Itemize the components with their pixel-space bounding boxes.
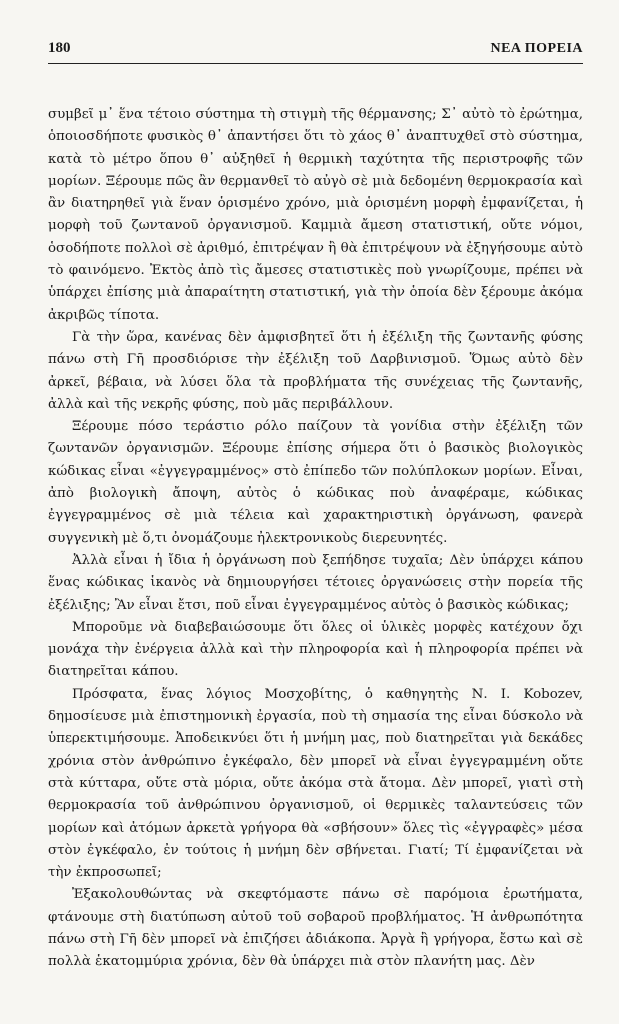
paragraph-1: συμβεῖ μ᾽ ἕνα τέτοιο σύστημα τὴ στιγμὴ τῆς θέρμανσης; Σ᾽ αὐτὸ τὸ ἐρώτημα, ὁποιοσδήποτε φυσικὸς θ᾽ ἀπαντήσει ὅτι τὸ χάος θ᾽ ἀναπτυχθεῖ στὸ σύστημα, κατὰ τὸ μέτρο ὅπου θ᾽ αὐξηθεῖ ἡ θερμικὴ ταχύτητα τῆς περιστροφῆς τῶν μορίων. Ξέρουμε πῶς ἂν θερμανθεῖ τὸ αὐγὸ σὲ μιὰ δεδομένη θερμοκρασία καὶ ἂν διατηρηθεῖ γιὰ ἕναν ὁρισμένο χρόνο, μιὰ ὁρισμένη μορφὴ ἐμφανίζεται, ἡ μορφὴ τοῦ ζωντανοῦ ὀργανισμοῦ. Καμμιὰ ἄμεση στατιστική, οὔτε νόμοι, ὁσοδήποτε πολλοὶ σὲ ἀριθμό, ἐπιτρέψαν ἢ θὰ ἐπιτρέψουν νὰ ἐξηγήσουμε αὐτὸ τὸ φαινόμενο. Ἐκτὸς ἀπὸ τὶς ἄμεσες στατιστικὲς ποὺ γνωρίζουμε, πρέπει νὰ ὑπάρχει ἐπίσης μιὰ ἀπαραίτητη στατιστική, γιὰ τὴν ὁποία δὲν ξέρουμε ἀκόμα ἀκριβῶς τίποτα. [48, 107, 583, 323]
page-number: 180 [48, 40, 71, 56]
running-title: ΝΕΑ ΠΟΡΕΙΑ [490, 41, 583, 56]
page-body [48, 104, 583, 974]
header-rule [48, 63, 583, 64]
paragraph-7: Ἐξακολουθώντας νὰ σκεφτόμαστε πάνω σὲ παρόμοια ἐρωτήματα, φτάνουμε στὴ διατύπωση αὐτοῦ τοῦ σοβαροῦ προβλήματος. Ἡ ἀνθρωπότητα πάνω στὴ Γῆ δὲν μπορεῖ νὰ ἐπιζήσει ἀδιάκοπα. Ἀργὰ ἢ γρήγορα, ἔστω καὶ σὲ πολλὰ ἑκατομμύρια χρόνια, δὲν θὰ ὑπάρχει πιὰ στὸν πλανήτη μας. Δὲν [48, 887, 583, 970]
paragraph-4: Ἀλλὰ εἶναι ἡ ἴδια ἡ ὀργάνωση ποὺ ξεπήδησε τυχαῖα; Δὲν ὑπάρχει κάπου ἕνας κώδικας ἱκανὸς νὰ δημιουργήσει τέτοιες ὀργανώσεις στὴν πορεία τῆς ἐξέλιξης; Ἂν εἶναι ἔτσι, ποῦ εἶναι ἐγγεγραμμένος αὐτὸς ὁ βασικὸς κώδικας; [48, 552, 583, 613]
paragraph-5: Μποροῦμε νὰ διαβεβαιώσουμε ὅτι ὅλες οἱ ὑλικὲς μορφὲς κατέχουν ὄχι μονάχα τὴν ἐνέργεια ἀλλὰ καὶ τὴν πληροφορία καὶ ἡ πληροφορία πρέπει νὰ διατηρεῖται κάπου. [48, 619, 583, 680]
page-header [48, 40, 583, 57]
paragraph-6: Πρόσφατα, ἕνας λόγιος Μοσχοβίτης, ὁ καθηγητὴς Ν. Ι. Kobozev, δημοσίευσε μιὰ ἐπιστημονικὴ ἐργασία, ποὺ τὴ σημασία της εἶναι δύσκολο νὰ ὑπερεκτιμήσουμε. Ἀποδεικνύει ὅτι ἡ μνήμη μας, ποὺ διατηρεῖται γιὰ δεκάδες χρόνια στὸν ἀνθρώπινο ἐγκέφαλο, δὲν μπορεῖ νὰ εἶναι ἐγγεγραμμένη οὔτε στὰ κύτταρα, οὔτε στὰ μόρια, οὔτε ἀκόμα στὰ ἄτομα. Δὲν μπορεῖ, γιατὶ στὴ θερμοκρασία τοῦ ἀνθρώπινου ὀργανισμοῦ, οἱ θερμικὲς ταλαντεύσεις τῶν μορίων καὶ ἀτόμων ἀρκετὰ γρήγορα θὰ «σβήσουν» ὅλες τὶς «ἐγγραφὲς» μέσα στὸν ἐγκέφαλο, ἐν τούτοις ἡ μνήμη δὲν σβήνεται. Γιατί; Τί ἐμφανίζεται νὰ τὴν ἐκπροσωπεῖ; [48, 686, 583, 881]
paragraph-3: Ξέρουμε πόσο τεράστιο ρόλο παίζουν τὰ γονίδια στὴν ἐξέλιξη τῶν ζωντανῶν ὀργανισμῶν. Ξέρουμε ἐπίσης σήμερα ὅτι ὁ βασικὸς βιολογικὸς κώδικας εἶναι «ἐγγεγραμμένος» στὸ ἐπίπεδο τῶν πολύπλοκων μορίων. Εἶναι, ἀπὸ βιολογικὴ ἄποψη, αὐτὸς ὁ κώδικας ποὺ ἀναφέραμε, κώδικας ἐγγεγραμμένος σὲ μιὰ τέλεια καὶ χαρακτηριστικὴ ὀργάνωση, φανερὰ συγγενικὴ μὲ ὅ,τι ὀνομάζουμε ἠλεκτρονικοὺς διερευνητές. [48, 419, 583, 546]
paragraph-2: Γὰ τὴν ὥρα, κανένας δὲν ἀμφισβητεῖ ὅτι ἡ ἐξέλιξη τῆς ζωντανῆς φύσης πάνω στὴ Γῆ προσδιόρισε τὴν ἐξέλιξη τοῦ Δαρβινισμοῦ. Ὅμως αὐτὸ δὲν ἀρκεῖ, βέβαια, νὰ λύσει ὅλα τὰ προβλήματα τῆς συνέχειας τῆς ζωντανῆς, ἀλλὰ καὶ τῆς νεκρῆς φύσης, ποὺ μᾶς περιβάλλουν. [48, 329, 583, 412]
